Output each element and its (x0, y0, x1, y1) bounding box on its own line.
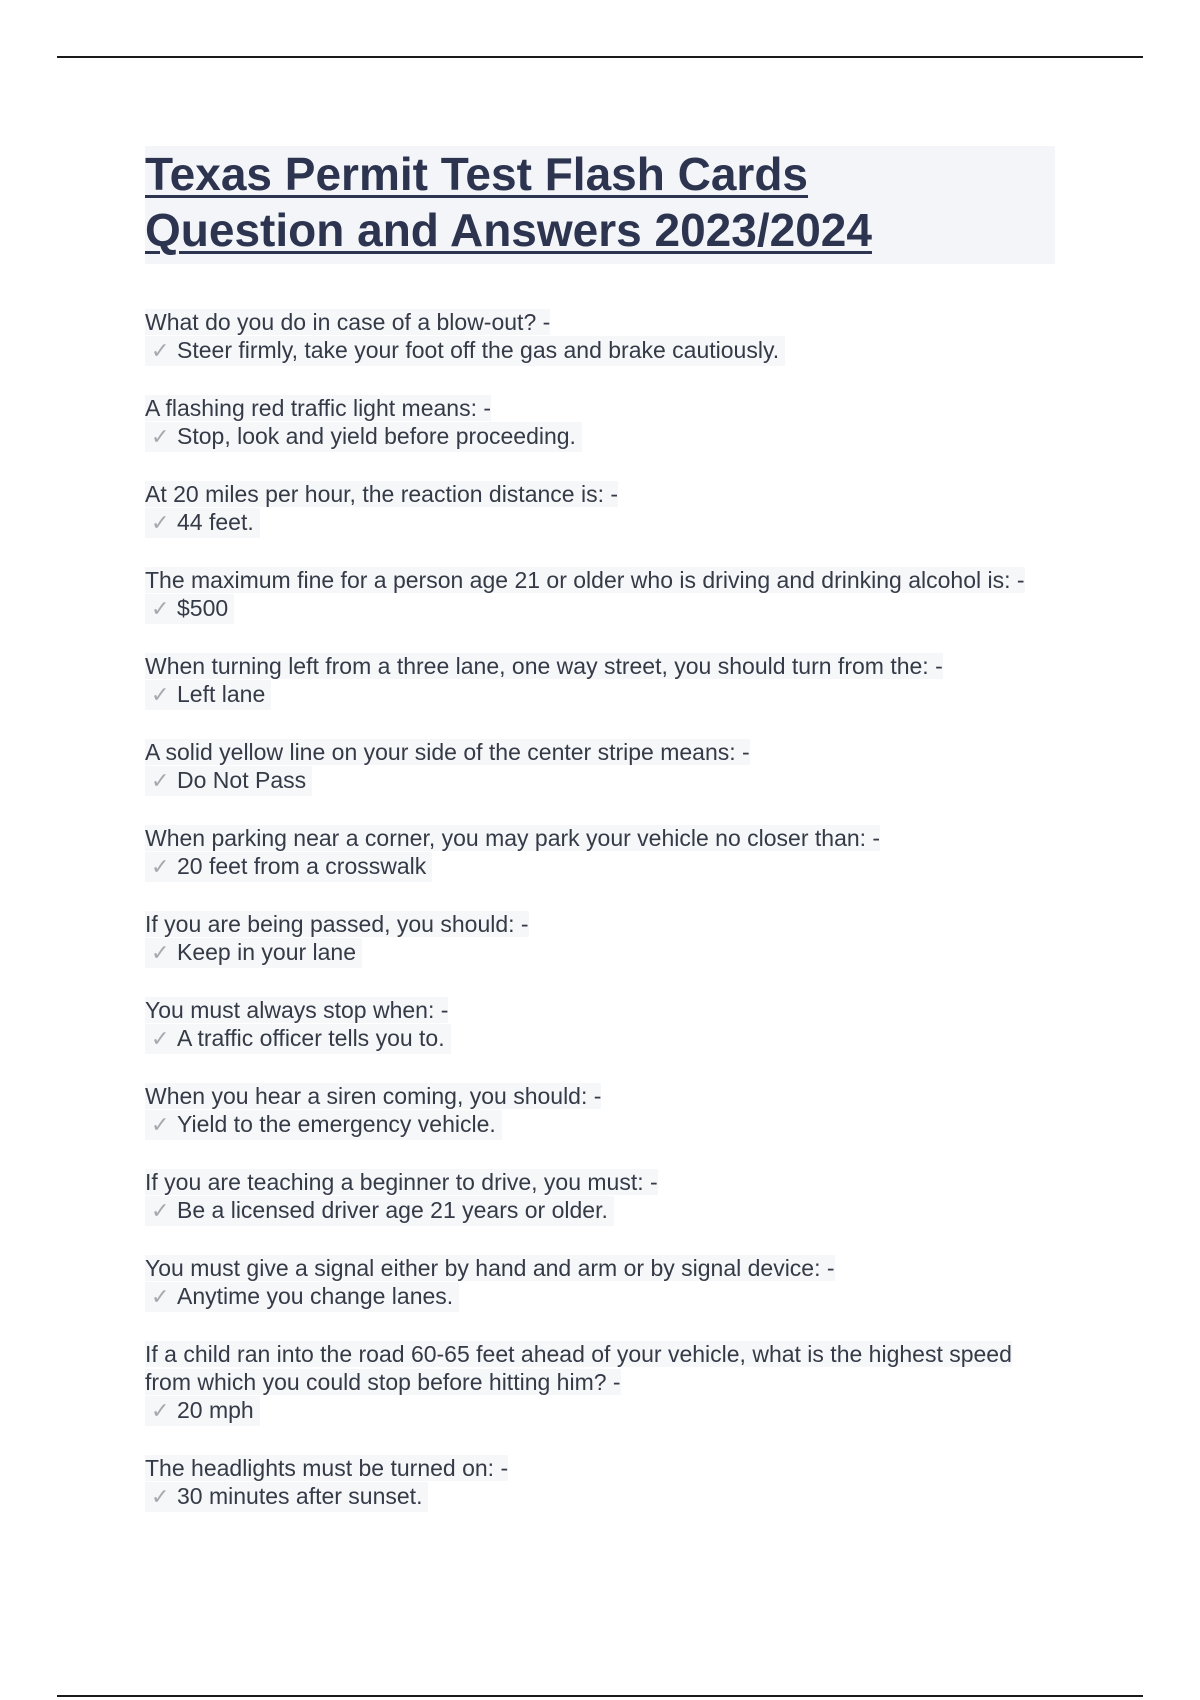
question-row (145, 566, 1055, 594)
answer-text: $500 (177, 595, 229, 621)
answer-row (145, 938, 362, 968)
question-row (145, 1340, 1055, 1396)
answer-row (145, 336, 785, 366)
answer-text: Left lane (177, 681, 266, 707)
checkmark-icon: ✓ (151, 1485, 170, 1510)
question-row (145, 824, 1055, 852)
flash-card (145, 308, 1055, 366)
question-row (145, 1168, 1055, 1196)
answer-row (145, 508, 260, 538)
checkmark-icon: ✓ (151, 855, 170, 880)
question-text: You must always stop when: - (145, 997, 449, 1023)
checkmark-icon: ✓ (151, 1399, 170, 1424)
answer-text: Yield to the emergency vehicle. (177, 1111, 496, 1137)
checkmark-icon: ✓ (151, 511, 170, 536)
answer-text: Keep in your lane (177, 939, 357, 965)
checkmark-icon: ✓ (151, 339, 170, 364)
answer-text: Stop, look and yield before proceeding. (177, 423, 576, 449)
bottom-rule (57, 1695, 1143, 1697)
question-text: When you hear a siren coming, you should: - (145, 1083, 602, 1109)
question-row (145, 652, 1055, 680)
question-text: What do you do in case of a blow-out? - (145, 309, 551, 335)
checkmark-icon: ✓ (151, 1199, 170, 1224)
answer-text: Steer firmly, take your foot off the gas and brake cautiously. (177, 337, 780, 363)
answer-text: Be a licensed driver age 21 years or older. (177, 1197, 608, 1223)
question-row (145, 1082, 1055, 1110)
top-rule (57, 56, 1143, 58)
question-text: A solid yellow line on your side of the center stripe means: - (145, 739, 750, 765)
question-text: The maximum fine for a person age 21 or older who is driving and drinking alcohol is: - (145, 567, 1025, 593)
page-title (145, 146, 1055, 264)
question-text: When parking near a corner, you may park your vehicle no closer than: - (145, 825, 881, 851)
flash-card (145, 824, 1055, 882)
answer-text: A traffic officer tells you to. (177, 1025, 445, 1051)
question-row (145, 1454, 1055, 1482)
answer-text: 44 feet. (177, 509, 254, 535)
checkmark-icon: ✓ (151, 941, 170, 966)
question-text: When turning left from a three lane, one way street, you should turn from the: - (145, 653, 943, 679)
answer-row (145, 1482, 428, 1512)
flash-card (145, 480, 1055, 538)
question-text: If a child ran into the road 60-65 feet ahead of your vehicle, what is the highest speed from which you could stop before hitting him? - (145, 1341, 1012, 1395)
question-text: You must give a signal either by hand and arm or by signal device: - (145, 1255, 835, 1281)
answer-text: Anytime you change lanes. (177, 1283, 454, 1309)
flash-card (145, 910, 1055, 968)
flash-card (145, 1340, 1055, 1426)
answer-row (145, 1024, 451, 1054)
question-row (145, 480, 1055, 508)
title-line-2: Question and Answers 2023/2024 (145, 204, 872, 256)
question-row (145, 308, 1055, 336)
document-body (145, 146, 1055, 1540)
answer-row (145, 852, 432, 882)
answer-row (145, 766, 312, 796)
question-row (145, 910, 1055, 938)
answer-row (145, 594, 234, 624)
question-text: If you are teaching a beginner to drive, you must: - (145, 1169, 658, 1195)
title-line-1: Texas Permit Test Flash Cards (145, 148, 809, 200)
question-row (145, 996, 1055, 1024)
question-row (145, 738, 1055, 766)
checkmark-icon: ✓ (151, 683, 170, 708)
flash-card (145, 1454, 1055, 1512)
answer-row (145, 1196, 614, 1226)
checkmark-icon: ✓ (151, 1027, 170, 1052)
question-text: A flashing red traffic light means: - (145, 395, 492, 421)
question-text: If you are being passed, you should: - (145, 911, 529, 937)
answer-text: 20 feet from a crosswalk (177, 853, 427, 879)
flash-card (145, 652, 1055, 710)
question-row (145, 394, 1055, 422)
flash-card (145, 996, 1055, 1054)
checkmark-icon: ✓ (151, 1285, 170, 1310)
answer-text: 20 mph (177, 1397, 254, 1423)
question-text: The headlights must be turned on: - (145, 1455, 509, 1481)
answer-row (145, 422, 582, 452)
answer-row (145, 1282, 459, 1312)
checkmark-icon: ✓ (151, 597, 170, 622)
flash-card (145, 1082, 1055, 1140)
answer-text: Do Not Pass (177, 767, 307, 793)
checkmark-icon: ✓ (151, 425, 170, 450)
answer-text: 30 minutes after sunset. (177, 1483, 423, 1509)
answer-row (145, 680, 271, 710)
checkmark-icon: ✓ (151, 769, 170, 794)
flash-card (145, 394, 1055, 452)
flash-card (145, 1254, 1055, 1312)
flash-card (145, 566, 1055, 624)
answer-row (145, 1396, 260, 1426)
answer-row (145, 1110, 502, 1140)
checkmark-icon: ✓ (151, 1113, 170, 1138)
question-row (145, 1254, 1055, 1282)
flash-card (145, 1168, 1055, 1226)
question-text: At 20 miles per hour, the reaction distance is: - (145, 481, 619, 507)
flash-card-list (145, 308, 1055, 1512)
flash-card (145, 738, 1055, 796)
